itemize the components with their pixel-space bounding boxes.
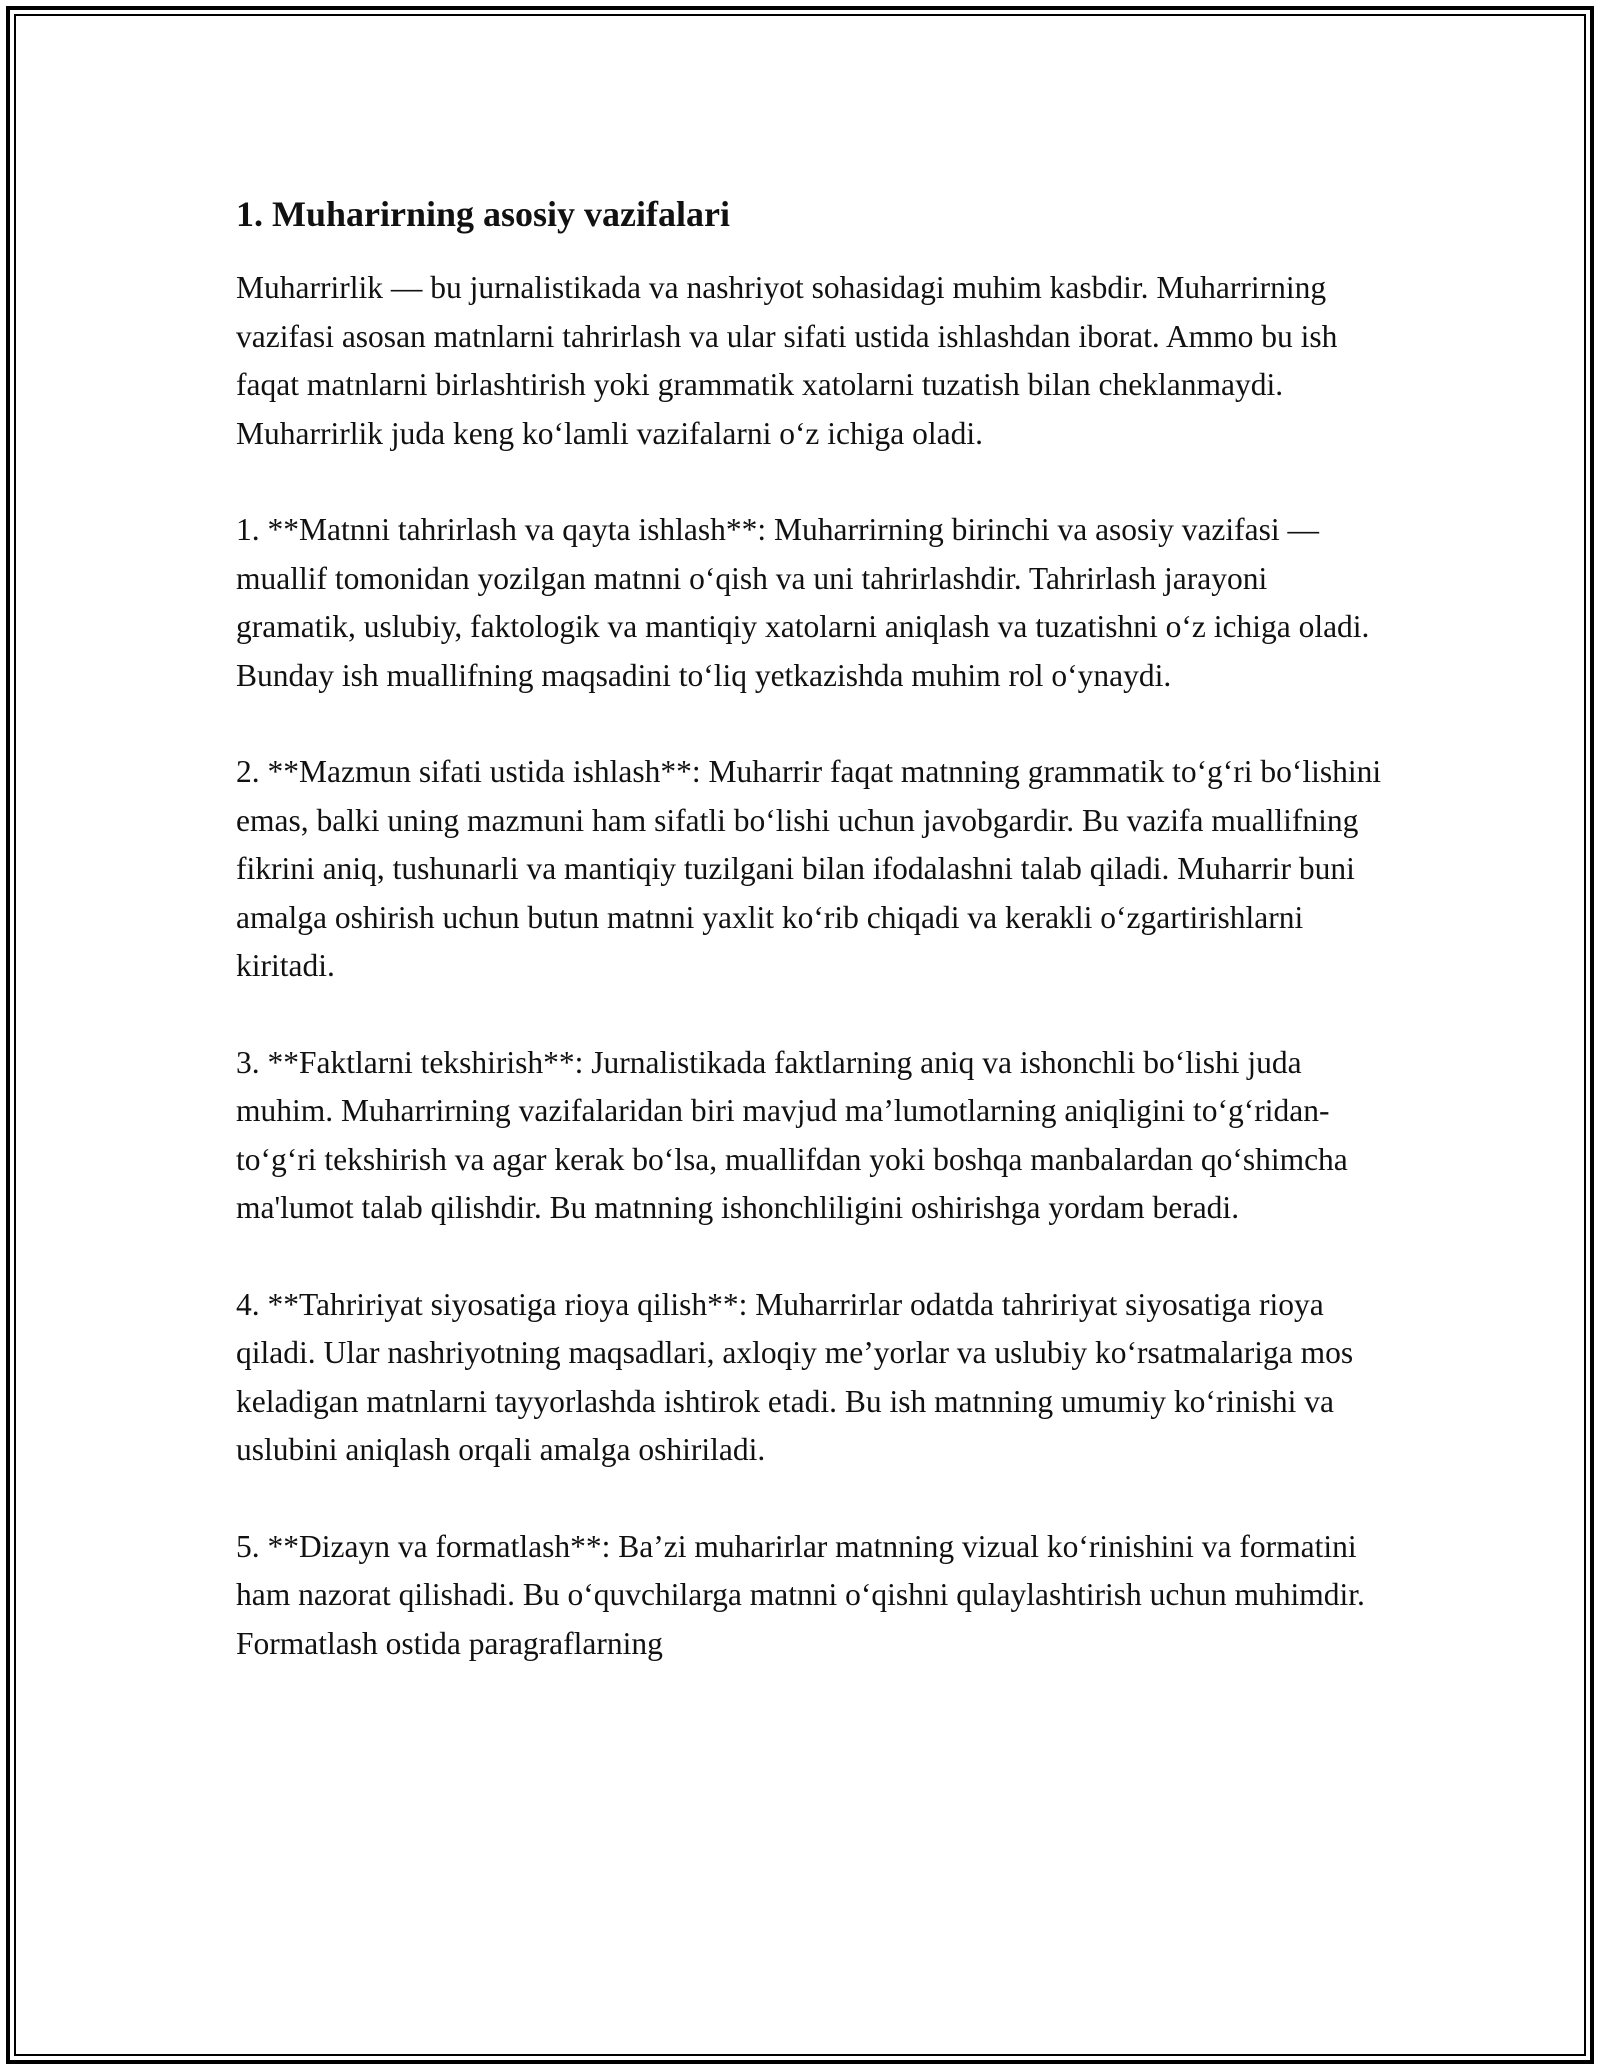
paragraph-editorial-policy: 4. **Tahririyat siyosatiga rioya qilish**: Muharrirlar odatda tahririyat siyosatiga rioya qiladi. Ular nashriyotning maqsadlari, axloqiy me’yorlar va uslubiy ko‘rsatmalariga mos keladigan matnlarni tayyorlashda ishtirok etadi. Bu ish matnning umumiy ko‘rinishi va uslubini aniqlash orqali amalga oshiriladi. [236, 1286, 1354, 1467]
paragraph-fact-checking: 3. **Faktlarni tekshirish**: Jurnalistikada faktlarning aniq va ishonchli bo‘lishi juda muhim. Muharrirning vazifalaridan biri mavjud ma’lumotlarning aniqligini to‘g‘ridan-to‘g‘ri tekshirish va agar kerak bo‘lsa, muallifdan yoki boshqa manbalardan qo‘shimcha ma'lumot talab qilishdir. Bu matnning ishonchliligini oshirishga yordam beradi. [236, 1044, 1348, 1225]
document-body [236, 192, 1386, 1716]
paragraph-design-formatting: 5. **Dizayn va formatlash**: Ba’zi muharirlar matnning vizual ko‘rinishini va formatini ham nazorat qilishadi. Bu o‘quvchilarga matnni o‘qishni qulaylashtirish uchun muhimdir. Formatlash ostida paragraflarning [236, 1528, 1365, 1661]
paragraph-text-editing: 1. **Matnni tahrirlash va qayta ishlash**: Muharrirning birinchi va asosiy vazifasi — muallif tomonidan yozilgan matnni o‘qish va uni tahrirlashdir. Tahrirlash jarayoni gramatik, uslubiy, faktologik va mantiqiy xatolarni aniqlash va tuzatishni o‘z ichiga oladi. Bunday ish muallifning maqsadini to‘liq yetkazishda muhim rol o‘ynaydi. [236, 512, 1370, 693]
intro-paragraph: Muharrirlik — bu jurnalistikada va nashriyot sohasidagi muhim kasbdir. Muharrirning vazifasi asosan matnlarni tahrirlash va ular sifati ustida ishlashdan iborat. Ammo bu ish faqat matnlarni birlashtirish yoki grammatik xatolarni tuzatish bilan cheklanmaydi. Muharrirlik juda keng ko‘lamli vazifalarni o‘z ichiga oladi. [236, 270, 1338, 451]
paragraph-content-quality: 2. **Mazmun sifati ustida ishlash**: Muharrir faqat matnning grammatik to‘g‘ri bo‘lishini emas, balki uning mazmuni ham sifatli bo‘lishi uchun javobgardir. Bu vazifa muallifning fikrini aniq, tushunarli va mantiqiy tuzilgani bilan ifodalashni talab qiladi. Muharrir buni amalga oshirish uchun butun matnni yaxlit ko‘rib chiqadi va kerakli o‘zgartirishlarni kiritadi. [236, 754, 1382, 983]
section-heading: 1. Muharirning asosiy vazifalari [236, 194, 730, 234]
